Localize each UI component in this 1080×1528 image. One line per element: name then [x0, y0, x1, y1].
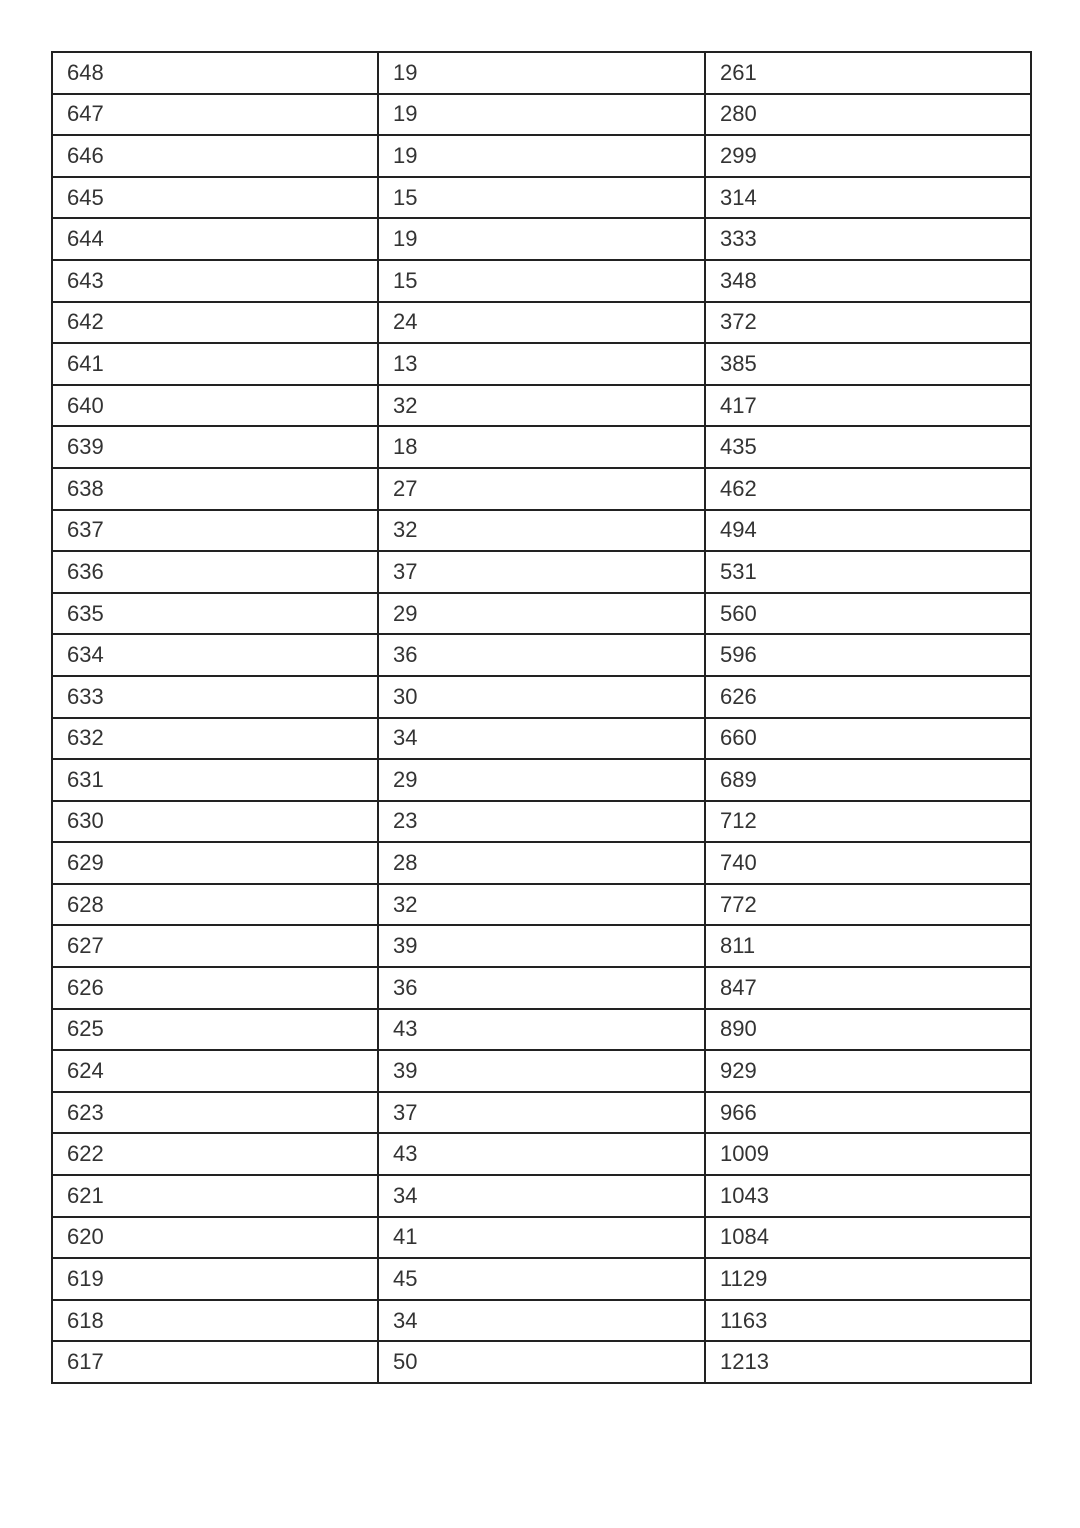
table-row — [52, 94, 1031, 136]
cumulative-cell: 261 — [705, 52, 1031, 94]
count-cell: 43 — [378, 1009, 705, 1051]
count-cell: 19 — [378, 52, 705, 94]
cumulative-cell: 417 — [705, 385, 1031, 427]
score-cell: 628 — [52, 884, 378, 926]
cumulative-cell: 740 — [705, 842, 1031, 884]
score-cell: 626 — [52, 967, 378, 1009]
table-row — [52, 260, 1031, 302]
count-cell: 41 — [378, 1217, 705, 1259]
score-cell: 648 — [52, 52, 378, 94]
count-cell: 50 — [378, 1341, 705, 1383]
score-cell: 645 — [52, 177, 378, 219]
table-row — [52, 1175, 1031, 1217]
cumulative-cell: 1213 — [705, 1341, 1031, 1383]
score-cell: 618 — [52, 1300, 378, 1342]
score-cell: 634 — [52, 634, 378, 676]
count-cell: 37 — [378, 551, 705, 593]
table-row — [52, 468, 1031, 510]
count-cell: 34 — [378, 718, 705, 760]
table-row — [52, 925, 1031, 967]
cumulative-cell: 372 — [705, 302, 1031, 344]
cumulative-cell: 772 — [705, 884, 1031, 926]
cumulative-cell: 1084 — [705, 1217, 1031, 1259]
table-row — [52, 801, 1031, 843]
cumulative-cell: 1009 — [705, 1133, 1031, 1175]
cumulative-cell: 847 — [705, 967, 1031, 1009]
cumulative-cell: 531 — [705, 551, 1031, 593]
count-cell: 13 — [378, 343, 705, 385]
score-cell: 646 — [52, 135, 378, 177]
count-cell: 27 — [378, 468, 705, 510]
count-cell: 32 — [378, 510, 705, 552]
table-row — [52, 52, 1031, 94]
score-cell: 642 — [52, 302, 378, 344]
score-cell: 622 — [52, 1133, 378, 1175]
count-cell: 34 — [378, 1175, 705, 1217]
count-cell: 30 — [378, 676, 705, 718]
score-cell: 619 — [52, 1258, 378, 1300]
score-table — [51, 51, 1032, 1384]
count-cell: 19 — [378, 94, 705, 136]
cumulative-cell: 626 — [705, 676, 1031, 718]
cumulative-cell: 1043 — [705, 1175, 1031, 1217]
table-row — [52, 426, 1031, 468]
count-cell: 37 — [378, 1092, 705, 1134]
score-cell: 625 — [52, 1009, 378, 1051]
score-cell: 637 — [52, 510, 378, 552]
count-cell: 18 — [378, 426, 705, 468]
score-cell: 632 — [52, 718, 378, 760]
table-row — [52, 135, 1031, 177]
table-row — [52, 967, 1031, 1009]
cumulative-cell: 435 — [705, 426, 1031, 468]
table-row — [52, 551, 1031, 593]
score-cell: 640 — [52, 385, 378, 427]
score-cell: 630 — [52, 801, 378, 843]
score-cell: 638 — [52, 468, 378, 510]
count-cell: 23 — [378, 801, 705, 843]
count-cell: 15 — [378, 177, 705, 219]
table-row — [52, 884, 1031, 926]
count-cell: 39 — [378, 925, 705, 967]
count-cell: 32 — [378, 385, 705, 427]
cumulative-cell: 660 — [705, 718, 1031, 760]
count-cell: 29 — [378, 593, 705, 635]
score-cell: 621 — [52, 1175, 378, 1217]
cumulative-cell: 712 — [705, 801, 1031, 843]
score-cell: 636 — [52, 551, 378, 593]
table-row — [52, 385, 1031, 427]
score-cell: 644 — [52, 218, 378, 260]
cumulative-cell: 299 — [705, 135, 1031, 177]
table-row — [52, 1009, 1031, 1051]
table-row — [52, 1300, 1031, 1342]
score-cell: 627 — [52, 925, 378, 967]
table-row — [52, 1217, 1031, 1259]
table-row — [52, 1092, 1031, 1134]
table-row — [52, 634, 1031, 676]
count-cell: 28 — [378, 842, 705, 884]
score-cell: 617 — [52, 1341, 378, 1383]
cumulative-cell: 280 — [705, 94, 1031, 136]
cumulative-cell: 333 — [705, 218, 1031, 260]
cumulative-cell: 385 — [705, 343, 1031, 385]
cumulative-cell: 929 — [705, 1050, 1031, 1092]
cumulative-cell: 596 — [705, 634, 1031, 676]
table-row — [52, 1341, 1031, 1383]
count-cell: 15 — [378, 260, 705, 302]
cumulative-cell: 314 — [705, 177, 1031, 219]
cumulative-cell: 494 — [705, 510, 1031, 552]
table-row — [52, 759, 1031, 801]
score-cell: 620 — [52, 1217, 378, 1259]
cumulative-cell: 348 — [705, 260, 1031, 302]
count-cell: 36 — [378, 967, 705, 1009]
cumulative-cell: 560 — [705, 593, 1031, 635]
table-row — [52, 676, 1031, 718]
count-cell: 34 — [378, 1300, 705, 1342]
cumulative-cell: 811 — [705, 925, 1031, 967]
count-cell: 36 — [378, 634, 705, 676]
count-cell: 45 — [378, 1258, 705, 1300]
score-cell: 641 — [52, 343, 378, 385]
table-body — [52, 52, 1031, 1383]
score-cell: 647 — [52, 94, 378, 136]
table-row — [52, 1050, 1031, 1092]
score-cell: 624 — [52, 1050, 378, 1092]
cumulative-cell: 1163 — [705, 1300, 1031, 1342]
table-row — [52, 718, 1031, 760]
count-cell: 19 — [378, 218, 705, 260]
score-cell: 633 — [52, 676, 378, 718]
table-row — [52, 1133, 1031, 1175]
count-cell: 43 — [378, 1133, 705, 1175]
count-cell: 19 — [378, 135, 705, 177]
table-row — [52, 302, 1031, 344]
score-cell: 629 — [52, 842, 378, 884]
table-row — [52, 218, 1031, 260]
table-row — [52, 1258, 1031, 1300]
count-cell: 39 — [378, 1050, 705, 1092]
score-cell: 643 — [52, 260, 378, 302]
table-row — [52, 842, 1031, 884]
score-cell: 639 — [52, 426, 378, 468]
count-cell: 24 — [378, 302, 705, 344]
cumulative-cell: 689 — [705, 759, 1031, 801]
table-row — [52, 510, 1031, 552]
cumulative-cell: 1129 — [705, 1258, 1031, 1300]
table-row — [52, 343, 1031, 385]
cumulative-cell: 462 — [705, 468, 1031, 510]
count-cell: 29 — [378, 759, 705, 801]
score-cell: 623 — [52, 1092, 378, 1134]
table-row — [52, 593, 1031, 635]
table-row — [52, 177, 1031, 219]
score-cell: 631 — [52, 759, 378, 801]
score-cell: 635 — [52, 593, 378, 635]
count-cell: 32 — [378, 884, 705, 926]
cumulative-cell: 890 — [705, 1009, 1031, 1051]
cumulative-cell: 966 — [705, 1092, 1031, 1134]
